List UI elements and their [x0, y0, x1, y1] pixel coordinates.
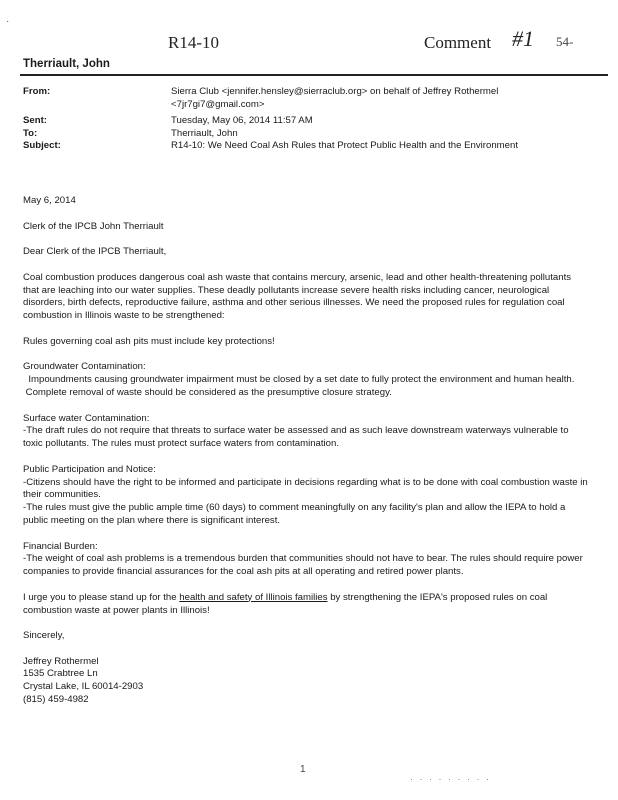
comment-label: Comment	[424, 33, 492, 52]
signature-city: Crystal Lake, IL 60014-2903	[23, 681, 144, 693]
signature-block	[23, 656, 588, 707]
corner-mark: ·	[6, 16, 10, 27]
signature-phone: (815) 459-4982	[23, 694, 89, 706]
meta-row-to	[23, 128, 583, 141]
section-heading: Groundwater Contamination:	[23, 361, 146, 373]
signature-name: Jeffrey Rothermel	[23, 655, 99, 667]
letter-body	[23, 195, 588, 707]
section-groundwater	[23, 361, 588, 399]
docket-number: R14-10	[168, 33, 219, 52]
closing-underlined-phrase: health and safety of Illinois families	[179, 591, 328, 603]
meta-label: Sent:	[23, 115, 47, 126]
protections-intro: Rules governing coal ash pits must include key protections!	[23, 335, 275, 347]
meta-value: Therriault, John	[171, 127, 238, 139]
meta-row-subject	[23, 140, 583, 153]
footer-dots: · · · · · · · · ·	[410, 774, 491, 784]
section-heading: Surface water Contamination:	[23, 412, 150, 424]
section-line: -The draft rules do not require that threats to surface water be assessed and as such leave downstream waterways vulnerable to toxic pollutants. The rules must protect surface waters from contamination.	[23, 425, 569, 450]
section-line: -The rules must give the public ample time (60 days) to comment meaningfully on any facility's plan and allow the IEPA to hold a public meeting on the plan where there is significant interest.	[23, 502, 566, 526]
letter-salutation: Dear Clerk of the IPCB Therriault,	[23, 246, 167, 258]
signature-street: 1535 Crabtree Ln	[23, 668, 98, 680]
letter-addressee: Clerk of the IPCB John Therriault	[23, 220, 164, 232]
letter-date: May 6, 2014	[23, 195, 76, 206]
comment-number: #1	[512, 26, 534, 51]
meta-label: To:	[23, 127, 38, 139]
section-line: Impoundments causing groundwater impairment must be closed by a set date to fully protect the environment and human health.	[23, 374, 575, 386]
closing-text-pre: I urge you to please stand up for the	[23, 591, 180, 603]
meta-value: R14-10: We Need Coal Ash Rules that Protect Public Health and the Environment	[171, 140, 518, 151]
meta-value: Tuesday, May 06, 2014 11:57 AM	[171, 115, 313, 126]
signoff: Sincerely,	[23, 630, 65, 642]
footer-page-mark: 1	[300, 764, 306, 775]
closing-text-post: by strengthening the IEPA's proposed rules on coal combustion waste at power plants in Illinois!	[23, 591, 548, 616]
section-surface-water	[23, 413, 588, 451]
meta-value: Sierra Club <jennifer.hensley@sierraclub.org> on behalf of Jeffrey Rothermel <7jr7gi7@gmail.com>	[171, 86, 499, 110]
section-public-participation	[23, 464, 588, 528]
meta-label: From:	[23, 86, 51, 97]
closing-paragraph	[23, 592, 588, 618]
section-heading: Public Participation and Notice:	[23, 463, 156, 475]
letter-intro: Coal combustion produces dangerous coal ash waste that contains mercury, arsenic, lead and other health-threatening pollutants that are leaching into our water supplies. These deadly pollutants increase severe health risks including cancer, neurological disorders, birth defects, reproductive failure, asthma and other serious illnesses. We need the proposed rules for regulation coal combustion in Illinois waste to be strengthened:	[23, 271, 572, 322]
section-line: Complete removal of waste should be considered as the presumptive closure strategy.	[23, 386, 392, 398]
page-marker: 54-	[556, 34, 574, 49]
section-line: -Citizens should have the right to be informed and participate in decisions regarding what is to be done with coal combustion waste in their communities.	[23, 476, 588, 501]
section-line: -The weight of coal ash problems is a tremendous burden that communities should not have to bear. The rules should require power companies to provide financial assurances for the coal ash pits at all operating and retired power plants.	[23, 553, 583, 578]
section-heading: Financial Burden:	[23, 540, 98, 552]
meta-row-from	[23, 86, 583, 111]
header-divider	[20, 74, 608, 76]
sender-name: Therriault, John	[23, 58, 110, 70]
section-financial-burden	[23, 541, 588, 579]
meta-label: Subject:	[23, 140, 61, 151]
meta-row-sent	[23, 115, 583, 128]
email-meta	[23, 86, 583, 153]
